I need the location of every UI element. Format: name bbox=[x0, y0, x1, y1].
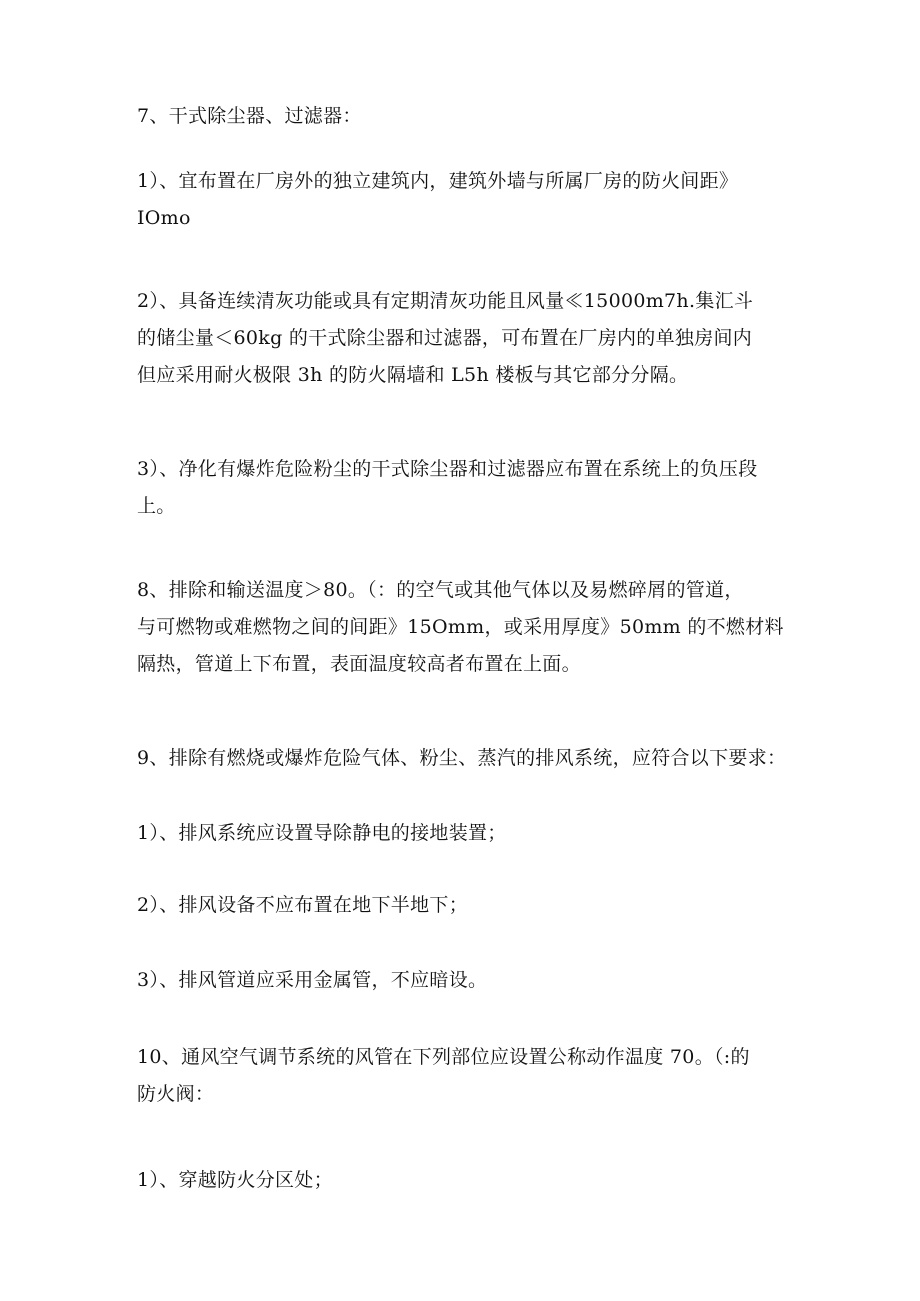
text-line: 隔热，管道上下布置，表面温度较高者布置在上面。 bbox=[137, 653, 581, 675]
text-line: 3）、净化有爆炸危险粉尘的干式除尘器和过滤器应布置在系统上的负压段 bbox=[137, 458, 758, 480]
text-line: 但应采用耐火极限 3h 的防火隔墙和 L5h 楼板与其它部分分隔。 bbox=[137, 364, 689, 386]
text-line: IOmo bbox=[137, 207, 191, 229]
text-line: 9、排除有燃烧或爆炸危险气体、粉尘、蒸汽的排风系统，应符合以下要求： bbox=[137, 747, 787, 769]
heading-10-fire-dampers bbox=[137, 1039, 797, 1113]
item-7-3-negative-pressure bbox=[137, 451, 797, 525]
text-line: 的储尘量＜60kg 的干式除尘器和过滤器，可布置在厂房内的单独房间内 bbox=[137, 327, 753, 349]
text-line: 上。 bbox=[137, 495, 176, 517]
text-line: 3）、排风管道应采用金属管，不应暗设。 bbox=[137, 969, 488, 991]
item-9-3-metal-ducts bbox=[137, 962, 797, 999]
text-line: 2）、排风设备不应布置在地下半地下； bbox=[137, 894, 468, 916]
text-line: 1）、宜布置在厂房外的独立建筑内，建筑外墙与所属厂房的防火间距》 bbox=[137, 170, 739, 192]
heading-8-high-temperature-ducts bbox=[137, 572, 797, 683]
text-line: 2）、具备连续清灰功能或具有定期清灰功能且风量≪15000m7h.集汇斗 bbox=[137, 290, 754, 312]
text-line: 与可燃物或难燃物之间的间距》15Omm，或采用厚度》50mm 的不燃材料 bbox=[137, 616, 784, 638]
item-10-1-fire-compartment bbox=[137, 1162, 797, 1199]
text-line: 8、排除和输送温度＞80。（：的空气或其他气体以及易燃碎屑的管道， bbox=[137, 579, 744, 601]
text-line: 7、干式除尘器、过滤器： bbox=[137, 105, 362, 127]
item-9-2-equipment-location bbox=[137, 887, 797, 924]
text-line: 1）、穿越防火分区处； bbox=[137, 1169, 333, 1191]
text-line: 防火阀： bbox=[137, 1083, 215, 1105]
heading-7-dry-dust-collectors bbox=[137, 98, 797, 135]
item-9-1-grounding bbox=[137, 815, 797, 852]
item-7-1-placement bbox=[137, 163, 797, 237]
text-line: 1）、排风系统应设置导除静电的接地装置； bbox=[137, 822, 507, 844]
heading-9-exhaust-systems bbox=[137, 740, 797, 777]
text-line: 10、通风空气调节系统的风管在下列部位应设置公称动作温度 70。（:的 bbox=[137, 1046, 750, 1068]
item-7-2-cleaning-function bbox=[137, 283, 797, 394]
